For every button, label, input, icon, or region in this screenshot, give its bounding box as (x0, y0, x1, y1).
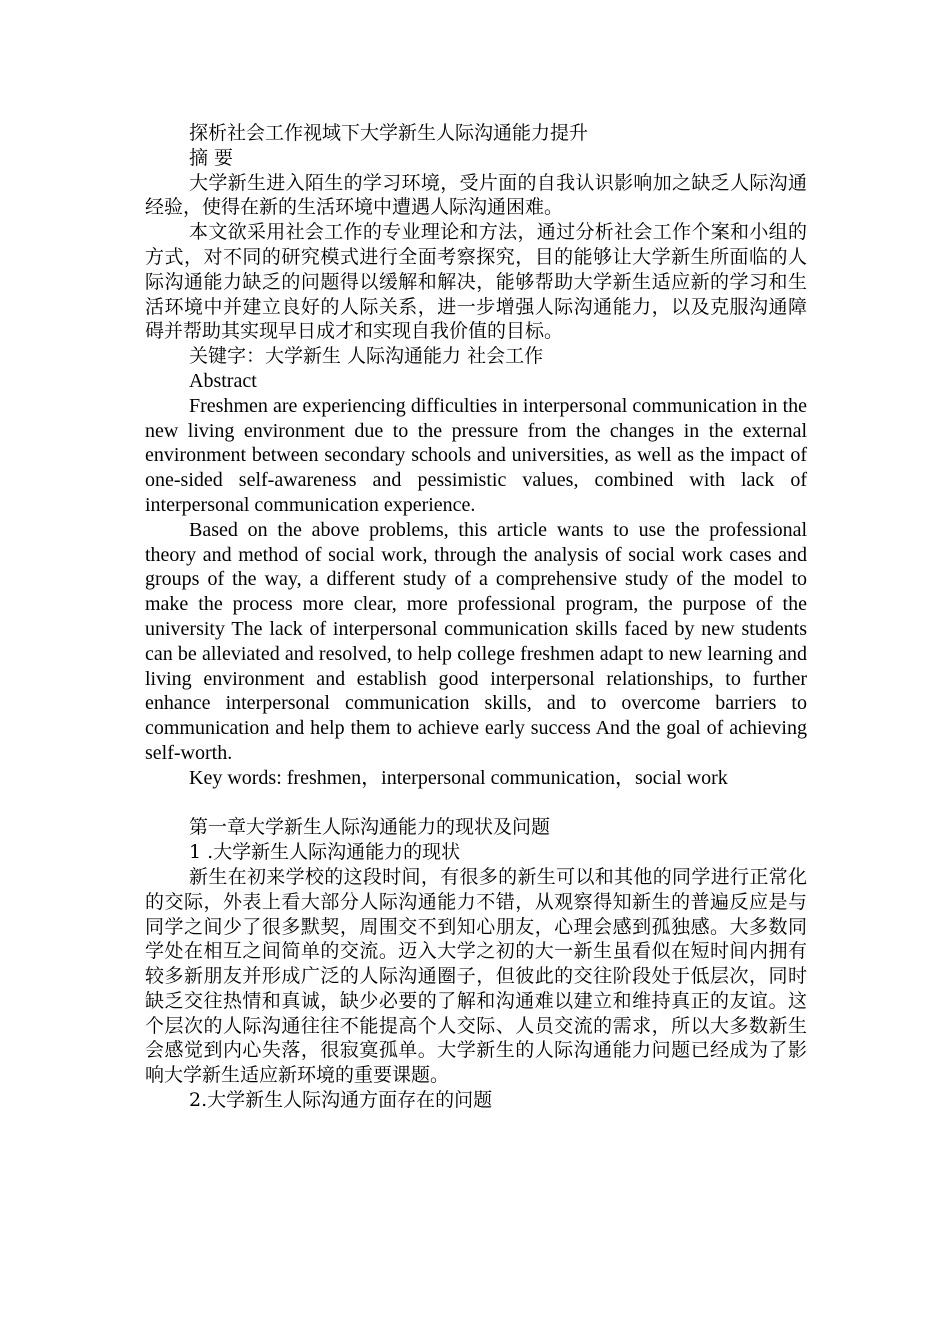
abstract-en-paragraph-1: Freshmen are experiencing difficulties in interpersonal communication in the new living environment due to the pressure from the changes in the external environment between secondary schools and universities, as well as the impact of one-sided self-awareness and pessimistic values, combined with lack of interpersonal communication experience. (145, 394, 807, 516)
abstract-heading-cn: 摘 要 (189, 146, 234, 169)
abstract-heading-en: Abstract (189, 369, 257, 392)
chapter-1-heading: 第一章大学新生人际沟通能力的现状及问题 (189, 816, 551, 839)
document-title: 探析社会工作视域下大学新生人际沟通能力提升 (189, 122, 589, 144)
abstract-en-paragraph-2: Based on the above problems, this article wants to use the professional theory and method of social work, through the analysis of social work cases and groups of the way, a different study of a comprehensive study of the model to make the process more clear, more professional program, the purpose of the university The lack of interpersonal communication skills faced by new students can be alleviated and resolved, to help college freshmen adapt to new learning and living environment and establish good interpersonal relationships, to further enhance interpersonal communication skills, and to overcome barriers to communication and help them to achieve early success And the goal of achieving self-worth. (145, 518, 807, 764)
blank-line (145, 791, 807, 816)
document-page (145, 121, 807, 1113)
section-1-body: 新生在初来学校的这段时间，有很多的新生可以和其他的同学进行正常化的交际，外表上看大部分人际沟通能力不错，从观察得知新生的普遍反应是与同学之间少了很多默契，周围交不到知心朋友，心理会感到孤独感。大多数同学处在相互之间简单的交流。迈入大学之初的大一新生虽看似在短时间内拥有较多新朋友并形成广泛的人际沟通圈子，但彼此的交往阶段处于低层次，同时缺乏交往热情和真诚，缺少必要的了解和沟通难以建立和维持真正的友谊。这个层次的人际沟通往往不能提高个人交际、人员交流的需求，所以大多数新生会感觉到内心失落，很寂寞孤单。大学新生的人际沟通能力问题已经成为了影响大学新生适应新环境的重要课题。 (145, 865, 807, 1087)
abstract-cn-paragraph-1: 大学新生进入陌生的学习环境，受片面的自我认识影响加之缺乏人际沟通经验，使得在新的生活环境中遭遇人际沟通困难。 (145, 171, 807, 219)
abstract-cn-paragraph-2: 本文欲采用社会工作的专业理论和方法，通过分析社会工作个案和小组的方式，对不同的研究模式进行全面考察探究，目的能够让大学新生所面临的人际沟通能力缺乏的问题得以缓解和解决，能够帮助大学新生适应新的学习和生活环境中并建立良好的人际关系，进一步增强人际沟通能力，以及克服沟通障碍并帮助其实现早日成才和实现自我价值的目标。 (145, 221, 807, 343)
section-1-heading: 1 .大学新生人际沟通能力的现状 (189, 841, 461, 864)
section-2-heading: 2.大学新生人际沟通方面存在的问题 (189, 1089, 493, 1112)
keywords-en: Key words: freshmen，interpersonal communication，social work (189, 766, 728, 789)
keywords-cn: 关键字：大学新生 人际沟通能力 社会工作 (189, 345, 544, 368)
